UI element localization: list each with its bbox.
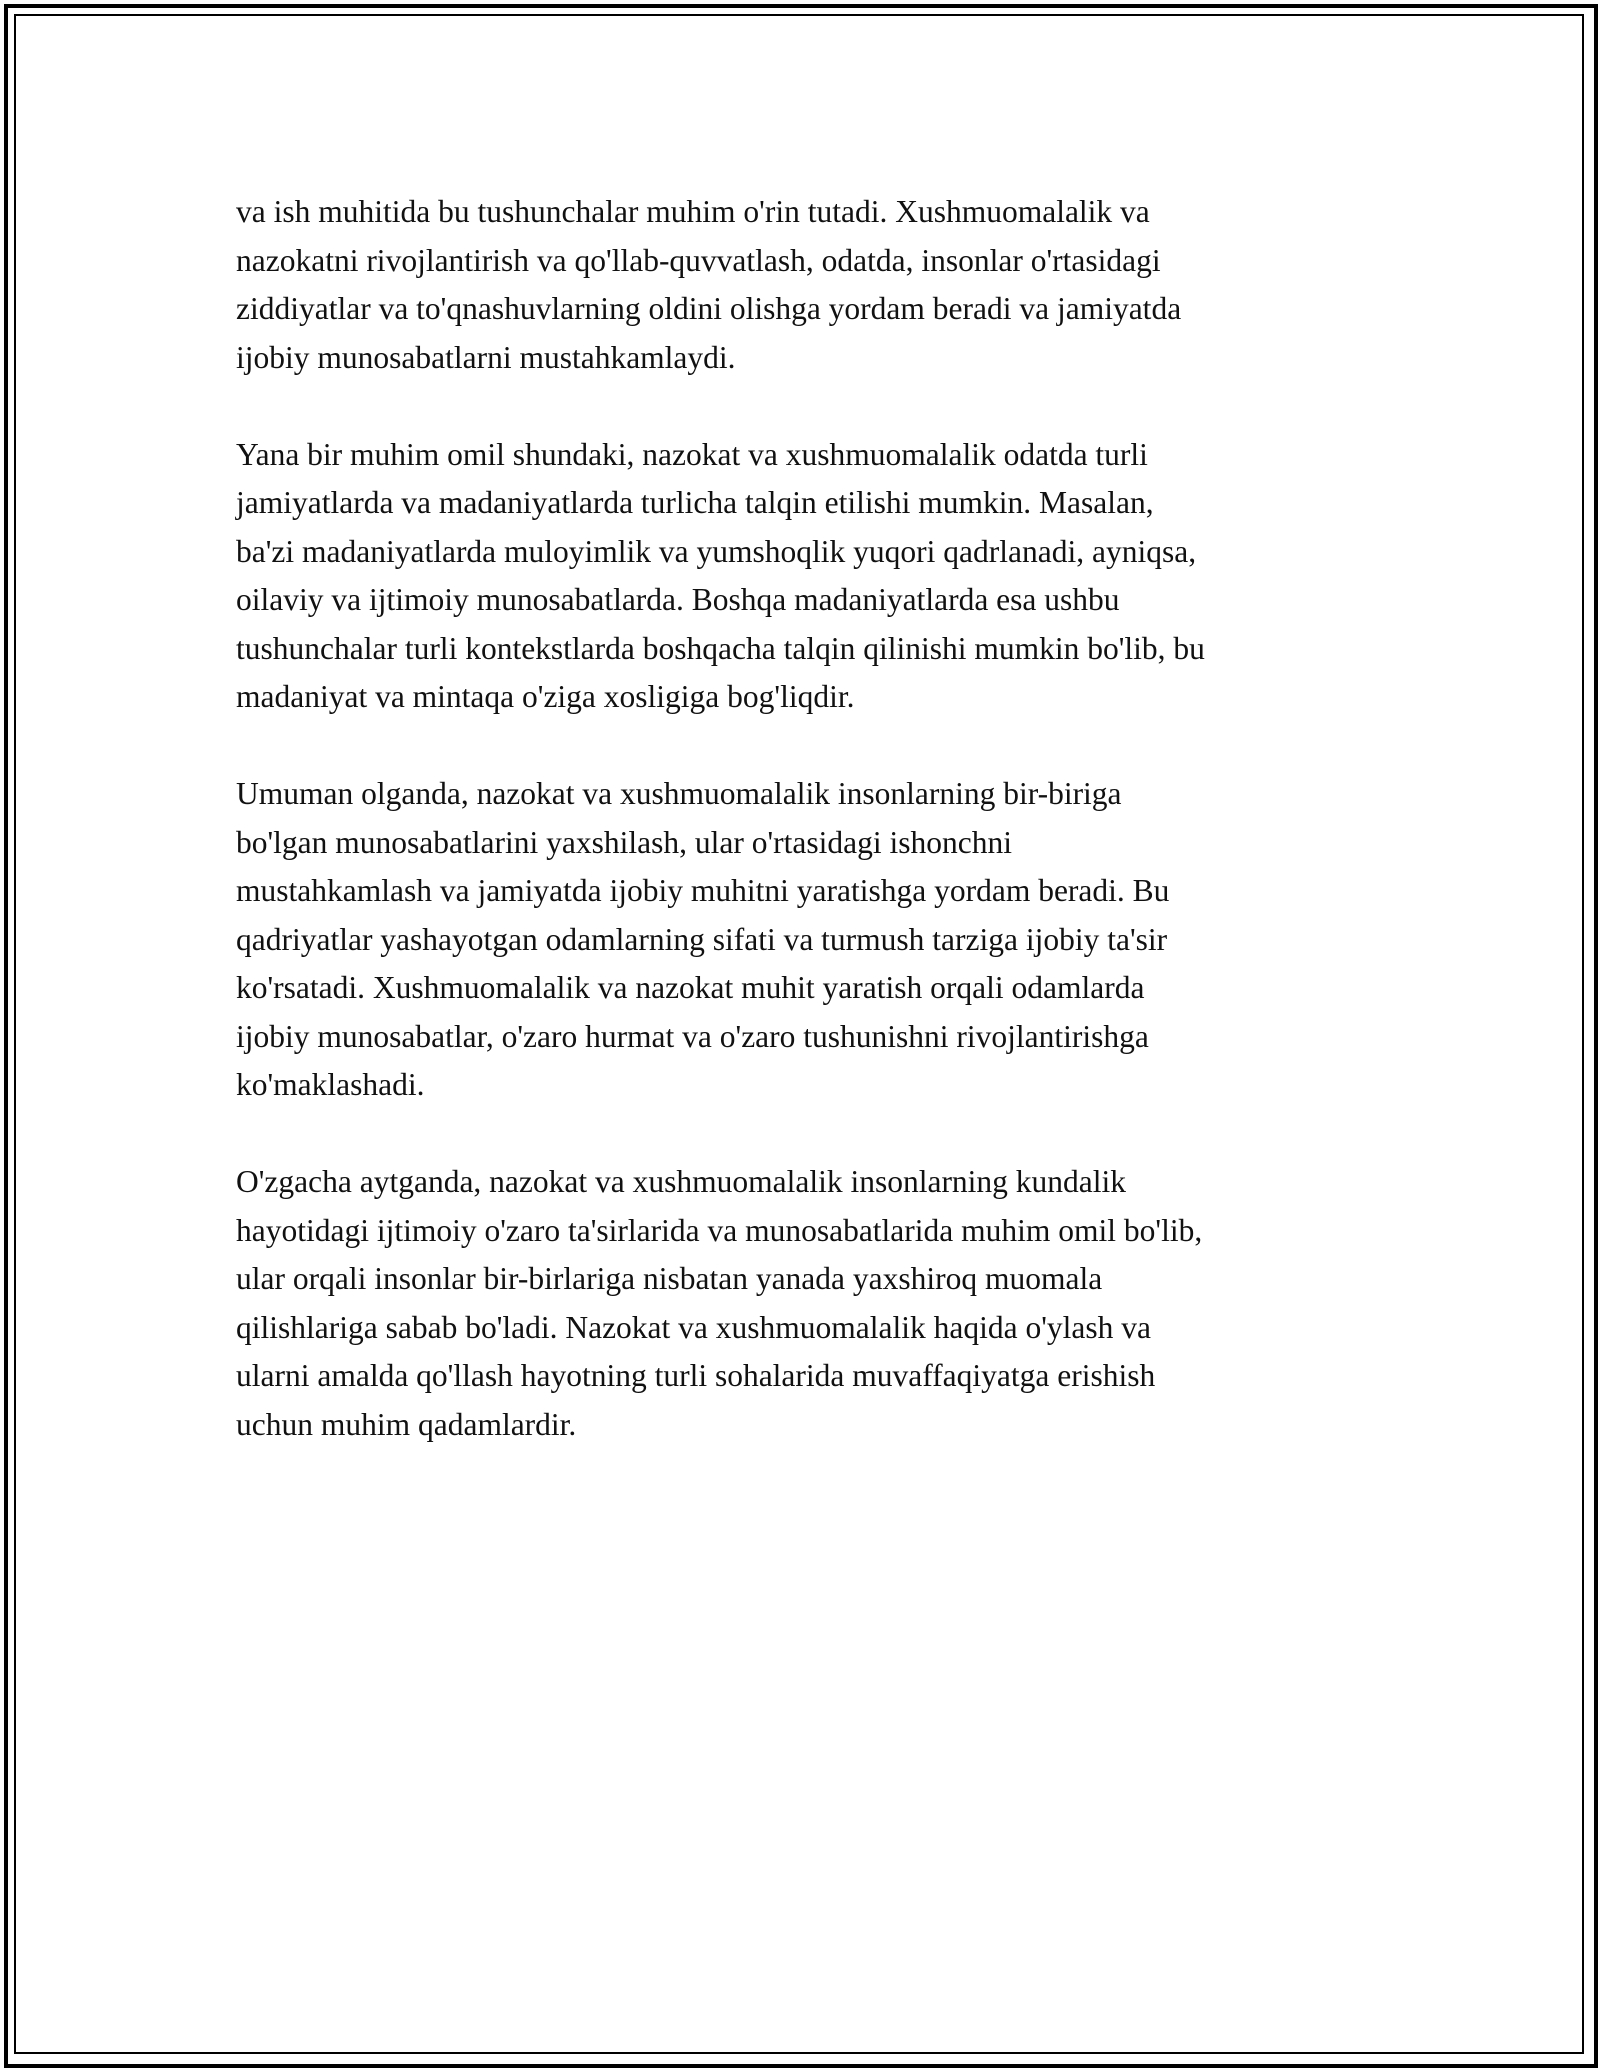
paragraph-3: Umuman olganda, nazokat va xushmuomalalik insonlarning bir-biriga bo'lgan munosabatlarini yaxshilash, ular o'rtasidagi ishonchni mustahkamlash va jamiyatda ijobiy muhitni yaratishga yordam beradi. Bu qadriyatlar yashayotgan odamlarning sifati va turmush tarziga ijobiy ta'sir ko'rsatadi. Xushmuomalalik va nazokat muhit yaratish orqali odamlarda ijobiy munosabatlar, o'zaro hurmat va o'zaro tushunishni rivojlantirishga ko'maklashadi.	[236, 776, 1170, 1102]
paragraph-1: va ish muhitida bu tushunchalar muhim o'rin tutadi. Xushmuomalalik va nazokatni rivojlantirish va qo'llab-quvvatlash, odatda, insonlar o'rtasidagi ziddiyatlar va to'qnashuvlarning oldini olishga yordam beradi va jamiyatda ijobiy munosabatlarni mustahkamlaydi.	[236, 194, 1182, 375]
paragraph-4: O'zgacha aytganda, nazokat va xushmuomalalik insonlarning kundalik hayotidagi ijtimoiy o'zaro ta'sirlarida va munosabatlarida muhim omil bo'lib, ular orqali insonlar bir-birlariga nisbatan yanada yaxshiroq muomala qilishlariga sabab bo'ladi. Nazokat va xushmuomalalik haqida o'ylash va ularni amalda qo'llash hayotning turli sohalarida muvaffaqiyatga erishish uchun muhim qadamlardir.	[236, 1164, 1203, 1442]
document-body	[236, 188, 1376, 1498]
paragraph-2: Yana bir muhim omil shundaki, nazokat va xushmuomalalik odatda turli jamiyatlarda va madaniyatlarda turlicha talqin etilishi mumkin. Masalan, ba'zi madaniyatlarda muloyimlik va yumshoqlik yuqori qadrlanadi, ayniqsa, oilaviy va ijtimoiy munosabatlarda. Boshqa madaniyatlarda esa ushbu tushunchalar turli kontekstlarda boshqacha talqin qilinishi mumkin bo'lib, bu madaniyat va mintaqa o'ziga xosligiga bog'liqdir.	[236, 436, 1205, 714]
